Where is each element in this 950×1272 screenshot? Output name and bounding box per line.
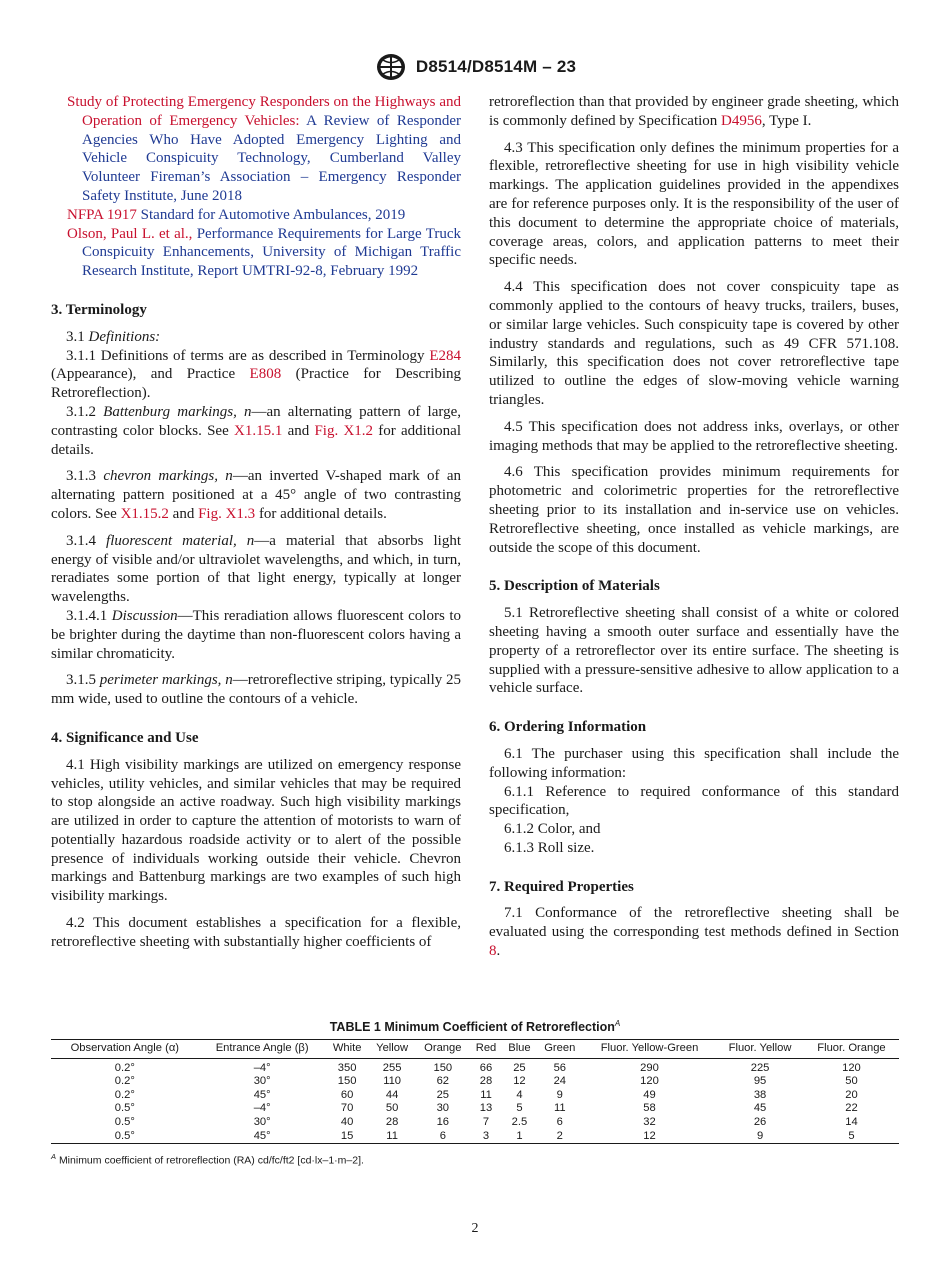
table-cell: 45 (753, 1102, 767, 1115)
table-cell: 7 (482, 1116, 490, 1129)
table-cell: 25 (436, 1088, 450, 1101)
paragraph: 3.1.3 chevron markings, n—an inverted V-shaped mark of an alternating pattern positioned at a 45° angle of two contrasting colors. See X1.15.2 and Fig. X1.3 for additional details. (51, 468, 462, 522)
table-cell: 30° (253, 1116, 271, 1129)
section-heading: 5. Description of Materials (489, 578, 660, 595)
paragraph: 4.2 This document establishes a specification for a flexible, retroreflective sheeting with substantially higher coefficients of (51, 915, 461, 950)
table-cell: 95 (753, 1075, 767, 1088)
table-cell: 2.5 (511, 1116, 528, 1129)
table-cell: 1 (516, 1129, 523, 1142)
paragraph: 5.1 Retroreflective sheeting shall consist of a white or colored sheeting having a smooth outer surface and essentially have the property of a retroreflector over its entire surface. The sheeting is supplied with a pressure-sensitive adhesive to allow application to a vehicle surface. (489, 605, 899, 697)
page-header (0, 52, 950, 87)
section-heading: 4. Significance and Use (51, 729, 199, 746)
paragraph-continuation: retroreflection than that provided by engineer grade sheeting, which is commonly defined by Specification D4956, Type I. (489, 94, 899, 129)
table-cell: 290 (640, 1061, 659, 1074)
table-cell: 3 (482, 1129, 490, 1142)
paragraph: 6.1 The purchaser using this specification shall include the following information: (489, 745, 899, 781)
figure-link[interactable]: Fig. X1.3 (198, 505, 256, 522)
table-cell: 70 (340, 1102, 354, 1115)
reference-title-link[interactable]: Study of Protecting Emergency Responders on the Highways and Operation of Emergency Vehicles: (67, 94, 461, 129)
paragraph: 3.1 Definitions: (66, 328, 161, 345)
table-cell: 4 (516, 1088, 523, 1101)
table-cell: 12 (513, 1075, 526, 1088)
column-header: Red (475, 1042, 497, 1055)
table-cell: 9 (756, 1129, 764, 1142)
table-cell: 45° (253, 1129, 271, 1142)
table-cell: 12 (643, 1129, 656, 1142)
section-link[interactable]: X1.15.1 (233, 422, 283, 439)
table-row (51, 1075, 899, 1089)
reference-entry (51, 93, 461, 206)
table-cell: 11 (386, 1129, 398, 1142)
column-header: Yellow (376, 1042, 409, 1055)
standard-link[interactable]: E284 (429, 347, 462, 364)
table-cell: 5 (848, 1129, 855, 1142)
table-title: TABLE 1 Minimum Coefficient of Retroreflection$^A$ (329, 1019, 621, 1035)
table-row (51, 1116, 899, 1130)
paragraph: 4.6 This specification provides minimum requirements for photometric and colorimetric properties for the retroreflective sheeting prior to its installation and in-service use on vehicles. Retroreflective sheeting, once installed as vehicle markings, are outside the scope of this document. (489, 464, 899, 556)
table-cell: 30° (253, 1075, 271, 1088)
paragraph: 3.1.4.1 Discussion—This reradiation allows fluorescent colors to be brighter during the daytime than non-fluorescent colors having a similar chromaticity. (51, 607, 461, 662)
paragraph: 7.1 Conformance of the retroreflective sheeting shall be evaluated using the corresponding test methods defined in Section 8. (489, 905, 899, 960)
table-cell: 28 (385, 1116, 399, 1129)
section-heading: 7. Required Properties (489, 878, 634, 895)
table-cell: 150 (433, 1061, 453, 1074)
reference-detail-link[interactable]: A Review of Responder Agencies Who Have Adopted Emergency Lighting and Vehicle Conspicuity Technology, Cumberland Valley Volunteer Fireman’s Association – Emergency Responder Safety Institute, June 2018 (82, 112, 461, 204)
table-cell: 32 (643, 1116, 656, 1129)
table-cell: 150 (337, 1075, 357, 1088)
reference-entry (51, 225, 461, 281)
table-cell: 110 (383, 1075, 402, 1088)
section-link[interactable]: X1.15.2 (120, 505, 169, 522)
column-header: Fluor. Orange (817, 1042, 886, 1055)
table-cell: 44 (385, 1088, 399, 1101)
reference-detail-link[interactable]: Performance Requirements for Large Truck Conspicuity Enhancements, University of Michigan Traffic Research Institute, Report UMTRI-92-8, February 1992 (82, 225, 461, 280)
paragraph: 6.1.3 Roll size. (504, 839, 595, 856)
page-number: 2 (471, 1221, 479, 1236)
table-cell: 56 (553, 1061, 567, 1074)
data-table (51, 1039, 899, 1144)
paragraph: 3.1.5 perimeter markings, n—retroreflective striping, typically 25 mm wide, used to outline the contours of a vehicle. (51, 672, 462, 708)
astm-logo-icon (374, 52, 408, 82)
table-cell: 50 (845, 1075, 858, 1088)
table-cell: 9 (556, 1088, 563, 1101)
column-header: Entrance Angle (β) (215, 1042, 309, 1055)
table-cell: 49 (643, 1088, 656, 1101)
table-cell: 6 (556, 1116, 563, 1129)
paragraph: 4.1 High visibility markings are utilized on emergency response vehicles, utility vehicles, and similar vehicles that may be required to stop alongside an active roadway. Such high visibility markings are utilized in order to capture the attention of motorists to warn of potentially hazardous roadside activity or to alert of the possible presence of individuals working outside their vehicle. Chevron markings and Battenburg markings are two examples of such high visibility markings. (51, 756, 461, 905)
table-cell: –4° (253, 1061, 271, 1074)
table-cell: 30 (436, 1102, 450, 1115)
table-cell: 14 (845, 1116, 858, 1129)
table-cell: 38 (753, 1088, 767, 1101)
section-link[interactable]: 8 (489, 943, 497, 960)
table-cell: 120 (640, 1075, 659, 1088)
table-cell: 15 (340, 1129, 354, 1142)
table-cell: 24 (553, 1075, 567, 1088)
table-cell: –4° (253, 1102, 271, 1115)
table-footnote: $^A$ Minimum coefficient of retroreflection (RA) cd/fc/ft2 [cd·lx–1·m–2]. (51, 1152, 364, 1167)
paragraph: 4.4 This specification does not cover conspicuity tape as commonly applied to the contours of heavy trucks, trailers, buses, or similar large vehicles. Such conspicuity tape is covered by other industry standards and regulations, such as 49 CFR 571.108. Similarly, this specification does not cover retroreflective tape utilized to outline the edges of slow-moving vehicle warning triangles. (489, 279, 899, 408)
reference-entry (51, 206, 461, 225)
paragraph: 4.5 This specification does not address inks, overlays, or other imaging methods that may be applied to the retroreflective sheeting. (489, 418, 899, 454)
table-cell: 0.2° (114, 1075, 135, 1088)
reference-title-link[interactable]: NFPA 1917 (67, 206, 137, 223)
table-cell: 66 (479, 1061, 493, 1074)
retroreflection-table (51, 1019, 899, 1167)
column-header: Green (544, 1042, 576, 1055)
column-header: White (332, 1042, 362, 1055)
table-cell: 13 (479, 1102, 493, 1115)
table-cell: 58 (643, 1102, 656, 1115)
document-id: D8514/D8514M – 23 (415, 57, 577, 76)
table-cell: 50 (385, 1102, 399, 1115)
table-cell: 28 (479, 1075, 493, 1088)
table-cell: 25 (513, 1061, 526, 1074)
table-cell: 120 (842, 1061, 861, 1074)
paragraph: 3.1.4 fluorescent material, n—a material that absorbs light energy of visible and/or ultraviolet wavelengths, and which, in turn, reradiates some portion of that light energy, typically at longer wavelengths. (51, 532, 461, 606)
table-cell: 60 (340, 1088, 354, 1101)
table-cell: 350 (337, 1061, 357, 1074)
table-row (51, 1102, 899, 1116)
table-body (51, 1058, 899, 1144)
standard-link[interactable]: E808 (249, 366, 282, 383)
column-header: Blue (508, 1042, 531, 1055)
table-header-row (51, 1040, 899, 1059)
table-cell: 0.5° (114, 1116, 135, 1129)
section-heading: 6. Ordering Information (489, 719, 647, 736)
table-cell: 0.5° (114, 1102, 135, 1115)
paragraph: 3.1.1 Definitions of terms are as described in Terminology E284 (Appearance), and Practice E808 (Practice for Describing Retroreflection). (51, 347, 462, 402)
column-header: Fluor. Yellow-Green (600, 1042, 699, 1055)
table-cell: 11 (480, 1088, 492, 1101)
table-cell: 0.2° (114, 1088, 135, 1101)
table-cell: 11 (553, 1102, 566, 1115)
paragraph: 3.1.2 Battenburg markings, n—an alternating pattern of large, contrasting color blocks. See X1.15.1 and Fig. X1.2 for additional details. (51, 403, 461, 458)
table-cell: 6 (439, 1129, 446, 1142)
reference-title-link[interactable]: Olson, Paul L. et al., (67, 225, 193, 242)
table-cell: 26 (753, 1116, 767, 1129)
column-header: Fluor. Yellow (728, 1042, 792, 1055)
table-row (51, 1058, 899, 1075)
reference-detail-link[interactable]: Standard for Automotive Ambulances, 2019 (140, 206, 406, 223)
paragraph: 6.1.2 Color, and (504, 821, 601, 838)
table-cell: 45° (253, 1088, 271, 1101)
table-row (51, 1130, 899, 1144)
table-cell: 0.5° (114, 1129, 135, 1142)
table-cell: 62 (436, 1075, 450, 1088)
right-column (489, 93, 899, 961)
table-cell: 5 (516, 1102, 523, 1115)
table-cell: 225 (750, 1061, 770, 1074)
section-heading: 3. Terminology (51, 301, 147, 318)
column-header: Orange (424, 1042, 462, 1055)
table-row (51, 1089, 899, 1103)
table-cell: 40 (340, 1116, 354, 1129)
table-cell: 2 (556, 1129, 563, 1142)
paragraph: 4.3 This specification only defines the minimum properties for a flexible, retroreflective sheeting for use in high visibility vehicle markings. The application guidelines provided in the appendixes are for reference purposes only. It is the responsibility of the user of this document to determine the appropriate choice of materials, coverage areas, colors, and application patterns to meet their specific needs. (489, 139, 899, 269)
table-cell: 0.2° (114, 1061, 135, 1074)
standard-link[interactable]: D4956 (721, 112, 762, 129)
paragraph: 6.1.1 Reference to required conformance of this standard specification, (489, 783, 899, 819)
table-cell: 255 (382, 1061, 402, 1074)
column-header: Observation Angle (α) (70, 1042, 180, 1055)
table-cell: 16 (436, 1116, 450, 1129)
figure-link[interactable]: Fig. X1.2 (314, 422, 374, 439)
left-column (51, 93, 461, 952)
table-cell: 22 (845, 1102, 858, 1115)
table-cell: 20 (845, 1088, 858, 1101)
